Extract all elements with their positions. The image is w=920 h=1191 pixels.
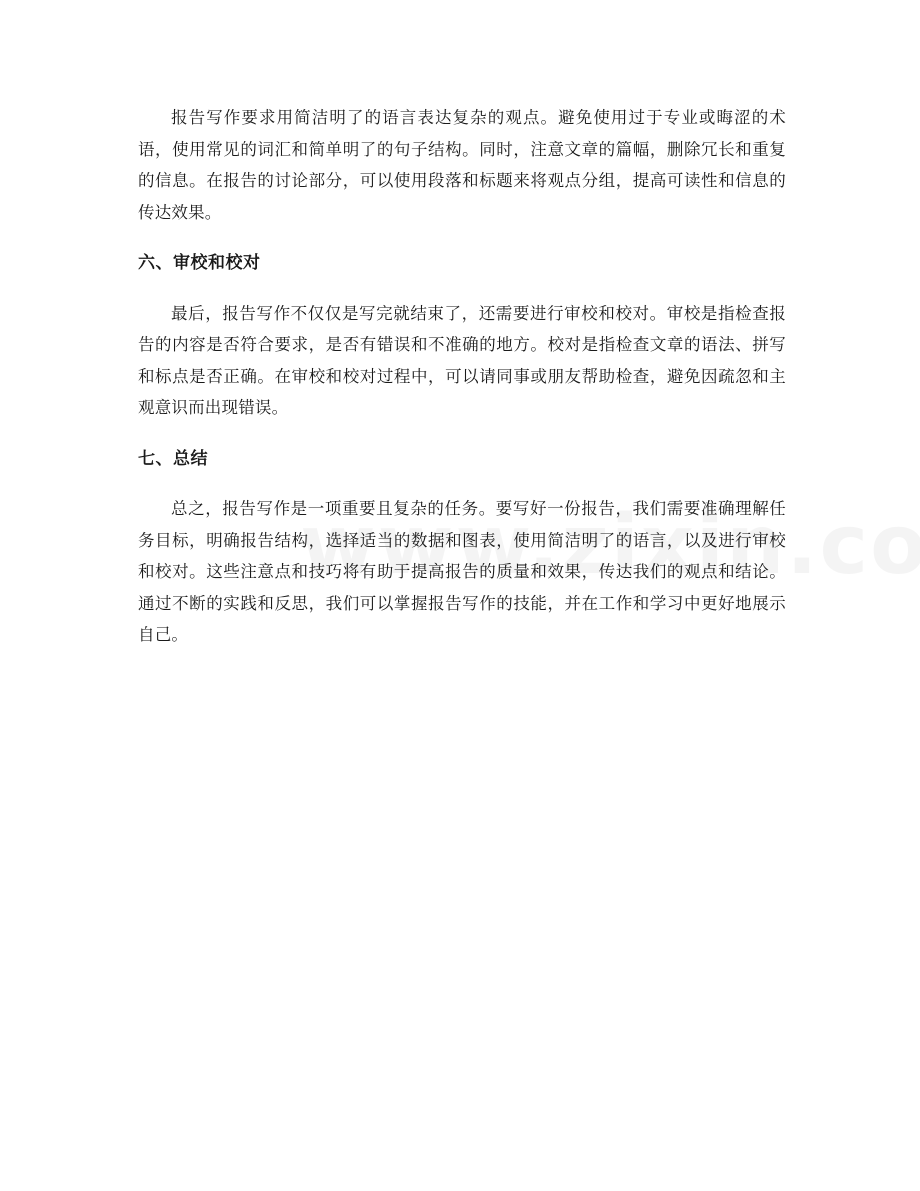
- paragraph-review: 最后，报告写作不仅仅是写完就结束了，还需要进行审校和校对。审校是指检查报告的内容是否符合要求，是否有错误和不准确的地方。校对是指检查文章的语法、拼写和标点是否正确。在审校和校对过程中，可以请同事或朋友帮助检查，避免因疏忽和主观意识而出现错误。: [138, 303, 786, 417]
- paragraph-language-clarity: 报告写作要求用简洁明了的语言表达复杂的观点。避免使用过于专业或晦涩的术语，使用常见的词汇和简单明了的句子结构。同时，注意文章的篇幅，删除冗长和重复的信息。在报告的讨论部分，可以使用段落和标题来将观点分组，提高可读性和信息的传达效果。: [138, 108, 786, 222]
- document-body: [138, 102, 786, 651]
- section-heading-summary: 七、总结: [138, 448, 208, 469]
- section-heading-review: 六、审校和校对: [138, 253, 261, 273]
- paragraph-summary: 总之，报告写作是一项重要且复杂的任务。要写好一份报告，我们需要准确理解任务目标，明确报告结构，选择适当的数据和图表，使用简洁明了的语言，以及进行审校和校对。这些注意点和技巧将有助于提高报告的质量和效果，传达我们的观点和结论。通过不断的实践和反思，我们可以掌握报告写作的技能，并在工作和学习中更好地展示自己。: [138, 499, 786, 644]
